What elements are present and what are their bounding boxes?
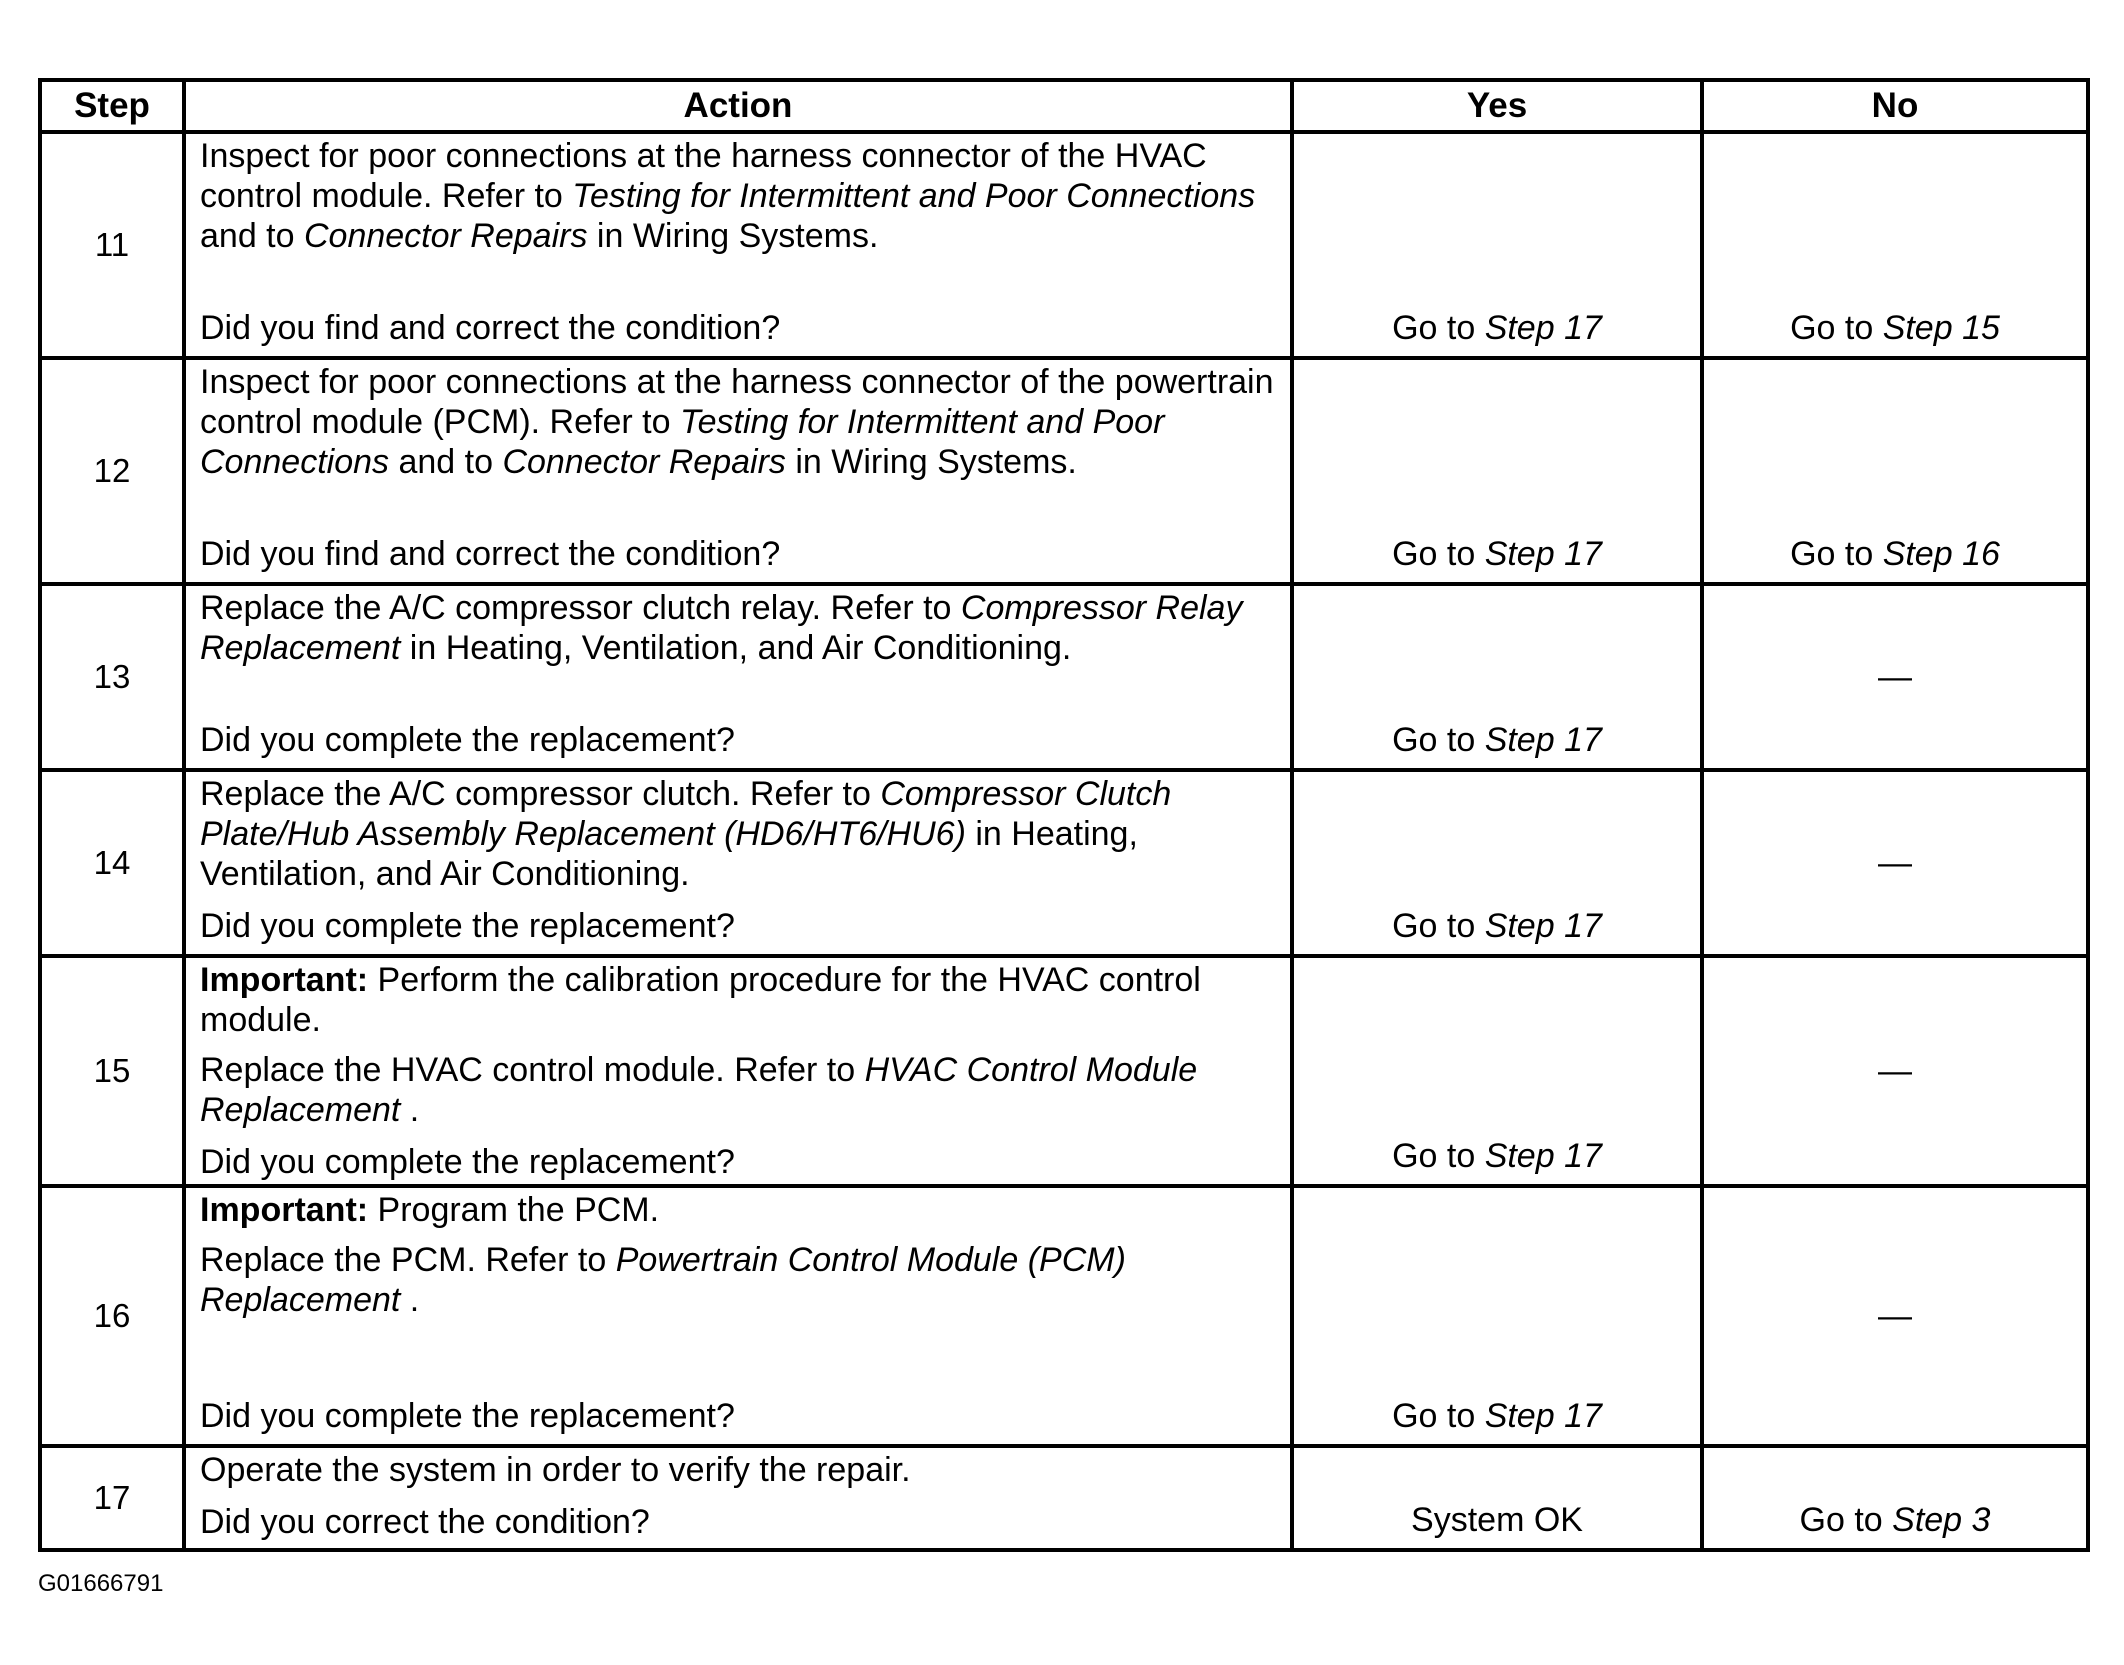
action-text: and to [200, 217, 304, 255]
goto-step-ref: Step 17 [1484, 907, 1602, 945]
step-number: 15 [40, 956, 184, 1186]
no-action-dash: — [1878, 1051, 1912, 1090]
result-text: System OK [1411, 1501, 1583, 1539]
action-text: Replace the A/C compressor clutch. Refer to [200, 775, 881, 813]
goto-prefix: Go to [1799, 1501, 1893, 1539]
action-text: Replace the PCM. Refer to [200, 1241, 616, 1279]
action-content [200, 774, 1278, 946]
action-paragraphs [200, 774, 1278, 894]
step-number: 12 [40, 358, 184, 584]
action-paragraphs [200, 1450, 1278, 1490]
reference-title: Connector Repairs [502, 443, 786, 481]
important-label: Important: [200, 1191, 369, 1229]
no-action-dash: — [1878, 843, 1912, 882]
reference-title: Testing for Intermittent and Poor Connections [200, 403, 1165, 481]
goto-step-ref: Step 16 [1882, 535, 2000, 573]
table-row [40, 956, 2088, 1186]
action-content [200, 136, 1278, 348]
reference-title: Compressor Clutch Plate/Hub Assembly Replacement (HD6/HT6/HU6) [200, 775, 1172, 853]
action-cell [184, 358, 1292, 584]
action-paragraphs [200, 362, 1278, 482]
no-cell [1702, 1446, 2088, 1550]
goto-step-ref: Step 17 [1484, 1397, 1602, 1435]
table-body [40, 132, 2088, 1550]
yes-cell [1292, 956, 1702, 1186]
action-text: in Wiring Systems. [785, 443, 1077, 481]
no-cell [1702, 1186, 2088, 1446]
step-number: 16 [40, 1186, 184, 1446]
action-paragraphs [200, 136, 1278, 256]
goto-step-ref: Step 17 [1484, 309, 1602, 347]
no-cell [1702, 584, 2088, 770]
action-content [200, 1190, 1278, 1436]
action-paragraph [200, 774, 1278, 894]
yes-cell [1292, 770, 1702, 956]
step-number: 11 [40, 132, 184, 358]
yes-cell [1292, 1186, 1702, 1446]
diagnostic-table [38, 78, 2090, 1552]
goto-step-ref: Step 17 [1484, 535, 1602, 573]
yes-cell [1292, 584, 1702, 770]
action-cell [184, 1186, 1292, 1446]
action-question: Did you complete the replacement? [200, 1143, 735, 1181]
header-row [40, 80, 2088, 132]
header-yes: Yes [1292, 80, 1702, 132]
reference-title: HVAC Control Module Replacement [200, 1051, 1198, 1129]
action-question: Did you find and correct the condition? [200, 309, 781, 347]
goto-prefix: Go to [1392, 1397, 1485, 1435]
no-cell [1702, 770, 2088, 956]
step-number: 13 [40, 584, 184, 770]
action-paragraph [200, 1050, 1278, 1130]
yes-cell [1292, 1446, 1702, 1550]
figure-id: G01666791 [38, 1570, 164, 1597]
table-row [40, 584, 2088, 770]
action-cell [184, 956, 1292, 1186]
goto-prefix: Go to [1392, 721, 1485, 759]
no-cell [1702, 132, 2088, 358]
goto-prefix: Go to [1790, 309, 1883, 347]
action-paragraph [200, 1240, 1278, 1320]
action-text: in Heating, Ventilation, and Air Conditioning. [400, 629, 1072, 667]
step-number: 14 [40, 770, 184, 956]
table-row [40, 770, 2088, 956]
goto-prefix: Go to [1392, 535, 1485, 573]
action-content [200, 1450, 1278, 1540]
action-text: Program the PCM. [368, 1191, 660, 1229]
action-question: Did you complete the replacement? [200, 1397, 735, 1435]
action-content [200, 960, 1278, 1181]
goto-step-ref: Step 3 [1892, 1501, 1991, 1539]
reference-title: Compressor Relay Replacement [200, 589, 1243, 667]
action-paragraph [200, 1450, 1278, 1490]
reference-title: Connector Repairs [303, 217, 588, 255]
step-number: 17 [40, 1446, 184, 1550]
no-cell [1702, 956, 2088, 1186]
action-question: Did you correct the condition? [200, 1503, 650, 1541]
action-paragraph [200, 136, 1278, 256]
action-cell [184, 584, 1292, 770]
action-text: and to [389, 443, 503, 481]
action-question: Did you complete the replacement? [200, 907, 735, 945]
action-cell [184, 770, 1292, 956]
header-action: Action [184, 80, 1292, 132]
goto-prefix: Go to [1392, 1137, 1485, 1175]
important-label: Important: [200, 961, 369, 999]
yes-cell [1292, 132, 1702, 358]
reference-title: Powertrain Control Module (PCM) Replacement [200, 1241, 1126, 1319]
yes-cell [1292, 358, 1702, 584]
goto-prefix: Go to [1392, 309, 1485, 347]
action-text: in Heating, Ventilation, and Air Conditioning. [200, 815, 1138, 893]
action-text: . [400, 1091, 420, 1129]
action-text: Inspect for poor connections at the harness connector of the powertrain control module (PCM). Refer to [200, 363, 1274, 441]
action-text: in Wiring Systems. [587, 217, 879, 255]
no-cell [1702, 358, 2088, 584]
table-row [40, 358, 2088, 584]
action-paragraph [200, 1190, 1278, 1230]
action-paragraph [200, 960, 1278, 1040]
action-text: Replace the HVAC control module. Refer to [200, 1051, 865, 1089]
header-no: No [1702, 80, 2088, 132]
action-paragraphs [200, 960, 1278, 1130]
no-action-dash: — [1878, 1296, 1912, 1335]
action-content [200, 588, 1278, 760]
action-paragraphs [200, 1190, 1278, 1320]
action-content [200, 362, 1278, 574]
action-question: Did you complete the replacement? [200, 721, 735, 759]
action-text: Replace the A/C compressor clutch relay. Refer to [200, 589, 961, 627]
header-step: Step [40, 80, 184, 132]
action-question: Did you find and correct the condition? [200, 535, 781, 573]
no-action-dash: — [1878, 657, 1912, 696]
action-paragraph [200, 588, 1278, 668]
action-text: . [400, 1281, 420, 1319]
goto-prefix: Go to [1392, 907, 1485, 945]
action-text: Inspect for poor connections at the harness connector of the HVAC control module. Refer to [200, 137, 1207, 215]
table-row [40, 1186, 2088, 1446]
goto-prefix: Go to [1790, 535, 1883, 573]
table-row [40, 132, 2088, 358]
reference-title: Testing for Intermittent and Poor Connections [572, 177, 1256, 215]
action-text: Perform the calibration procedure for the HVAC control module. [200, 961, 1201, 1039]
action-cell [184, 132, 1292, 358]
action-cell [184, 1446, 1292, 1550]
goto-step-ref: Step 15 [1882, 309, 2000, 347]
table-row [40, 1446, 2088, 1550]
action-paragraphs [200, 588, 1278, 668]
goto-step-ref: Step 17 [1484, 1137, 1602, 1175]
action-text: Operate the system in order to verify the repair. [200, 1451, 911, 1489]
goto-step-ref: Step 17 [1484, 721, 1602, 759]
action-paragraph [200, 362, 1278, 482]
